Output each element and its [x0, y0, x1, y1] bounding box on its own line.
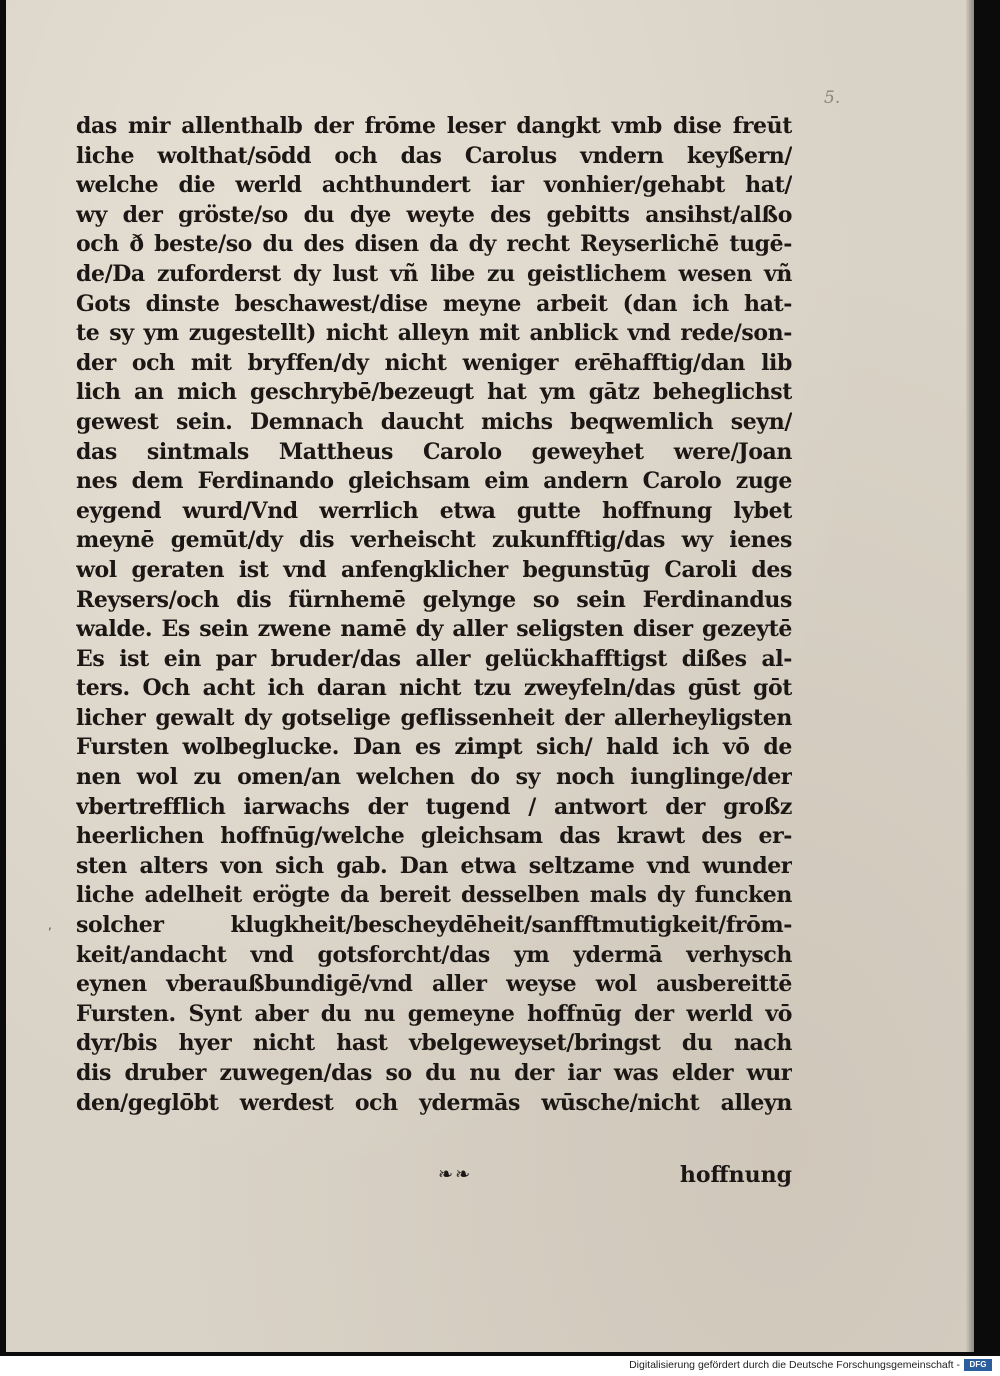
text-line: das mir allenthalb der frōme leser dangkt vmb dise freūt	[76, 113, 792, 139]
text-line: den/geglōbt werdest och ydermās wūsche/nicht alleyn	[76, 1089, 792, 1116]
text-line: das sintmals Mattheus Carolo geweyhet were/Joan	[76, 438, 792, 465]
fleuron-ornament-icon: ❧❧	[438, 1164, 473, 1185]
catchword-row	[76, 1160, 792, 1190]
text-line: ters. Och acht ich daran nicht tzu zweyfeln/das gūst gōt	[76, 675, 792, 702]
funding-credit: Digitalisierung gefördert durch die Deutsche Forschungsgemeinschaft -	[629, 1359, 960, 1371]
text-line: wy der gröste/so du dye weyte des gebitts ansihst/alßo	[76, 201, 792, 228]
text-line: meynē gemūt/dy dis verheischt zukunfftig/das wy ienes	[76, 527, 792, 554]
text-line: Fursten. Synt aber du nu gemeyne hoffnūg der werld vō	[76, 1000, 792, 1027]
text-line: Es ist ein par bruder/das aller gelückhafftigst dißes al-	[76, 645, 792, 672]
text-line: walde. Es sein zwene namē dy aller seligsten diser gezeytē	[76, 616, 792, 643]
text-line: der och mit bryffen/dy nicht weniger erēhafftig/dan lib	[76, 349, 792, 376]
text-line: lich an mich geschrybē/bezeugt hat ym gātz beheglichst	[76, 379, 792, 406]
text-line: Gots dinste beschawest/dise meyne arbeit (dan ich hat-	[76, 290, 792, 317]
text-line: solcher klugkheit/bescheydēheit/sanfftmutigkeit/frōm-	[76, 912, 792, 939]
text-line: dyr/bis hyer nicht hast vbelgeweyset/bringst du nach	[76, 1030, 792, 1057]
text-block	[76, 112, 792, 1118]
folio-number: 5.	[824, 88, 841, 108]
text-line: eygend wurd/Vnd werrlich etwa gutte hoffnung lybet	[76, 497, 792, 524]
text-line: liche adelheit erögte da bereit desselben mals dy funcken	[76, 882, 792, 909]
text-line: vbertrefflich iarwachs der tugend / antwort der großz	[76, 793, 792, 820]
text-line: gewest sein. Demnach daucht michs beqwemlich seyn/	[76, 408, 792, 435]
text-line: de/Da zuforderst dy lust vñ libe zu geistlichem wesen vñ	[76, 260, 792, 287]
text-line: nen wol zu omen/an welchen do sy noch iunglinge/der	[76, 764, 792, 791]
text-line: sten alters von sich gab. Dan etwa seltzame vnd wunder	[76, 852, 792, 879]
catchword: hoffnung	[679, 1162, 792, 1188]
page-edge	[966, 0, 974, 1352]
margin-mark-icon: ,	[48, 918, 52, 932]
text-line: och ð beste/so du des disen da dy recht Reyserlichē tugē-	[76, 231, 792, 258]
text-line: wol geraten ist vnd anfengklicher begunstūg Caroli des	[76, 556, 792, 583]
text-line: heerlichen hoffnūg/welche gleichsam das krawt des er-	[76, 823, 792, 850]
text-line: dis druber zuwegen/das so du nu der iar was elder wur	[76, 1060, 792, 1086]
text-line: te sy ym zugestellt) nicht alleyn mit anblick vnd rede/son-	[76, 320, 792, 347]
text-line: nes dem Ferdinando gleichsam eim andern Carolo zuge	[76, 468, 792, 495]
dfg-logo[interactable]: DFG	[964, 1359, 992, 1371]
text-line: Reysers/och dis fürnhemē gelynge so sein Ferdinandus	[76, 586, 792, 613]
text-line: Fursten wolbeglucke. Dan es zimpt sich/ hald ich vō de	[76, 734, 792, 761]
text-line: welche die werld achthundert iar vonhier/gehabt hat/	[76, 172, 792, 199]
text-line: licher gewalt dy gotselige geflissenheit der allerheyligsten	[76, 704, 792, 731]
text-line: keit/andacht vnd gotsforcht/das ym ydermā verhysch	[76, 941, 792, 968]
text-line: eynen vberaußbundigē/vnd aller weyse wol ausbereittē	[76, 971, 792, 998]
text-line: liche wolthat/sōdd och das Carolus vndern keyßern/	[76, 142, 792, 169]
